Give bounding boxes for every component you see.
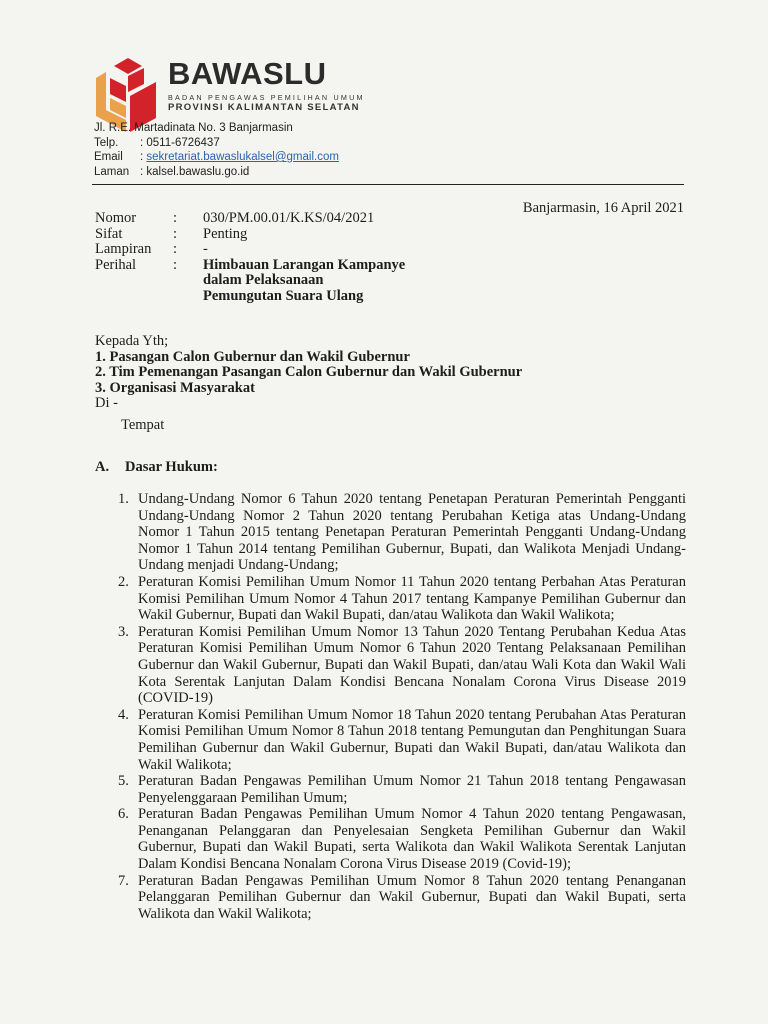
org-region: PROVINSI KALIMANTAN SELATAN [168, 102, 360, 113]
perihal-value [203, 258, 463, 305]
email-colon: : [140, 151, 147, 163]
letterhead-brand [168, 56, 365, 114]
email-line [94, 150, 339, 165]
perihal-line: Pemungutan Suara Ulang [203, 287, 364, 304]
nomor-value: 030/PM.00.01/K.KS/04/2021 [203, 210, 375, 226]
recipient-item: 2. Tim Pemenangan Pasangan Calon Gubernur dan Wakil Gubernur [95, 364, 523, 380]
list-number: 3. [118, 623, 129, 640]
list-item [118, 491, 686, 574]
list-item [118, 873, 686, 923]
list-item [118, 624, 686, 707]
list-item [118, 773, 686, 806]
colon: : [173, 210, 178, 226]
di-line: Di - [95, 395, 118, 411]
list-item [118, 574, 686, 624]
list-text: Peraturan Badan Pengawas Pemilihan Umum Nomor 21 Tahun 2018 tentang Pengawasan Penyelenggaraan Pemilihan Umum; [138, 773, 686, 806]
perihal-line: Himbauan Larangan Kampanye [203, 256, 406, 273]
list-text: Peraturan Badan Pengawas Pemilihan Umum Nomor 8 Tahun 2020 tentang Penanganan Pelanggaran Pemilihan Gubernur dan Wakil Gubernur, Bupati dan Wakil Bupati, serta Walikota dan Wakil Walikota; [138, 872, 686, 922]
list-item [118, 806, 686, 872]
list-number: 2. [118, 573, 129, 590]
legal-basis-list [118, 491, 686, 922]
telp-line [94, 136, 339, 151]
list-item [118, 707, 686, 773]
org-name: BAWASLU [168, 56, 327, 91]
perihal-label: Perihal [95, 256, 137, 273]
recipient-item: 3. Organisasi Masyarakat [95, 379, 255, 396]
meta-perihal [95, 258, 463, 305]
letter-meta [95, 211, 463, 304]
colon: : [173, 225, 178, 242]
meta-sifat [95, 227, 463, 243]
list-number: 6. [118, 806, 129, 823]
list-text: Peraturan Badan Pengawas Pemilihan Umum Nomor 4 Tahun 2020 tentang Pengawasan, Penanganan Pelanggaran dan Penyelesaian Sengketa Pemilihan Gubernur dan Wakil Gubernur, Bupati dan Wakil Bupati, serta Walikota dan Wakil Walikota Serentak Lanjutan Dalam Kondisi Bencana Nonalam Corona Virus Disease 2019 (Covid-19); [138, 806, 686, 873]
sifat-value: Penting [203, 225, 248, 242]
org-subtitle: BADAN PENGAWAS PEMILIHAN UMUM [168, 93, 365, 102]
letterhead-divider [92, 184, 684, 185]
email-link[interactable]: sekretariat.bawaslukalsel@gmail.com [146, 151, 339, 163]
contact-block [94, 121, 339, 179]
section-marker: A. [95, 459, 110, 475]
addressee-block [95, 334, 522, 433]
letter-date: Banjarmasin, 16 April 2021 [522, 200, 684, 216]
telp-value: : 0511-6726437 [140, 136, 220, 149]
perihal-line: dalam Pelaksanaan [203, 272, 324, 288]
nomor-label: Nomor [95, 210, 137, 226]
lampiran-label: Lampiran [95, 241, 152, 257]
address-line: Jl. R.E. Martadinata No. 3 Banjarmasin [94, 122, 293, 134]
telp-label: Telp. [94, 136, 119, 149]
lampiran-value: - [203, 241, 208, 257]
email-label: Email [94, 151, 123, 163]
laman-label: Laman [94, 165, 130, 178]
meta-lampiran [95, 242, 463, 258]
meta-nomor [95, 211, 463, 227]
list-number: 1. [118, 491, 129, 507]
sifat-label: Sifat [95, 225, 123, 242]
list-text: Peraturan Komisi Pemilihan Umum Nomor 13 Tahun 2020 Tentang Perubahan Kedua Atas Peraturan Komisi Pemilihan Umum Nomor 6 Tahun 2020 Tentang Pelaksanaan Pemilihan Gubernur dan Wakil Gubernur, Bupati dan Wakil Bupati, dan/atau Wali Kota dan Wakil Wali Kota Serentak Lanjutan Dalam Kondisi Bencana Nonalam Corona Virus Disease 2019 (COVID-19) [138, 623, 686, 707]
list-text: Undang-Undang Nomor 6 Tahun 2020 tentang Penetapan Peraturan Pemerintah Pengganti Undang-Undang Nomor 2 Tahun 2020 tentang Perubahan Ketiga atas Undang-Undang Nomor 1 Tahun 2015 tentang Penetapan Peraturan Pemerintah Pengganti Undang-Undang Nomor 1 Tahun 2014 tentang Pemilihan Gubernur, Bupati, dan Walikota Menjadi Undang-Undang menjadi Undang-Undang; [138, 491, 686, 574]
list-number: 5. [118, 773, 129, 790]
list-text: Peraturan Komisi Pemilihan Umum Nomor 18 Tahun 2020 tentang Perubahan Atas Peraturan Komisi Pemilihan Umum Nomor 8 Tahun 2018 tentang Pemungutan dan Penghitungan Suara Pemilihan Gubernur dan Wakil Gubernur, Bupati dan Wakil Bupati, dan/atau Walikota dan Wakil Walikota; [138, 706, 686, 773]
list-number: 7. [118, 872, 129, 889]
section-title: Dasar Hukum: [125, 459, 218, 475]
colon: : [173, 241, 178, 257]
list-text: Peraturan Komisi Pemilihan Umum Nomor 11 Tahun 2020 tentang Perbahan Atas Peraturan Komisi Pemilihan Umum Nomor 4 Tahun 2017 tentang Kampanye Pemilihan Gubernur dan Wakil Gubernur, Bupati dan Wakil Bupati, dan/atau Walikota dan Wakil Walikota; [138, 573, 686, 624]
tempat-line: Tempat [121, 416, 165, 433]
colon: : [173, 256, 178, 273]
greeting: Kepada Yth; [95, 333, 169, 349]
laman-line [94, 165, 339, 180]
recipient-item: 1. Pasangan Calon Gubernur dan Wakil Gubernur [95, 348, 410, 365]
list-number: 4. [118, 706, 129, 723]
section-heading [95, 459, 218, 476]
laman-value: : kalsel.bawaslu.go.id [140, 165, 250, 178]
